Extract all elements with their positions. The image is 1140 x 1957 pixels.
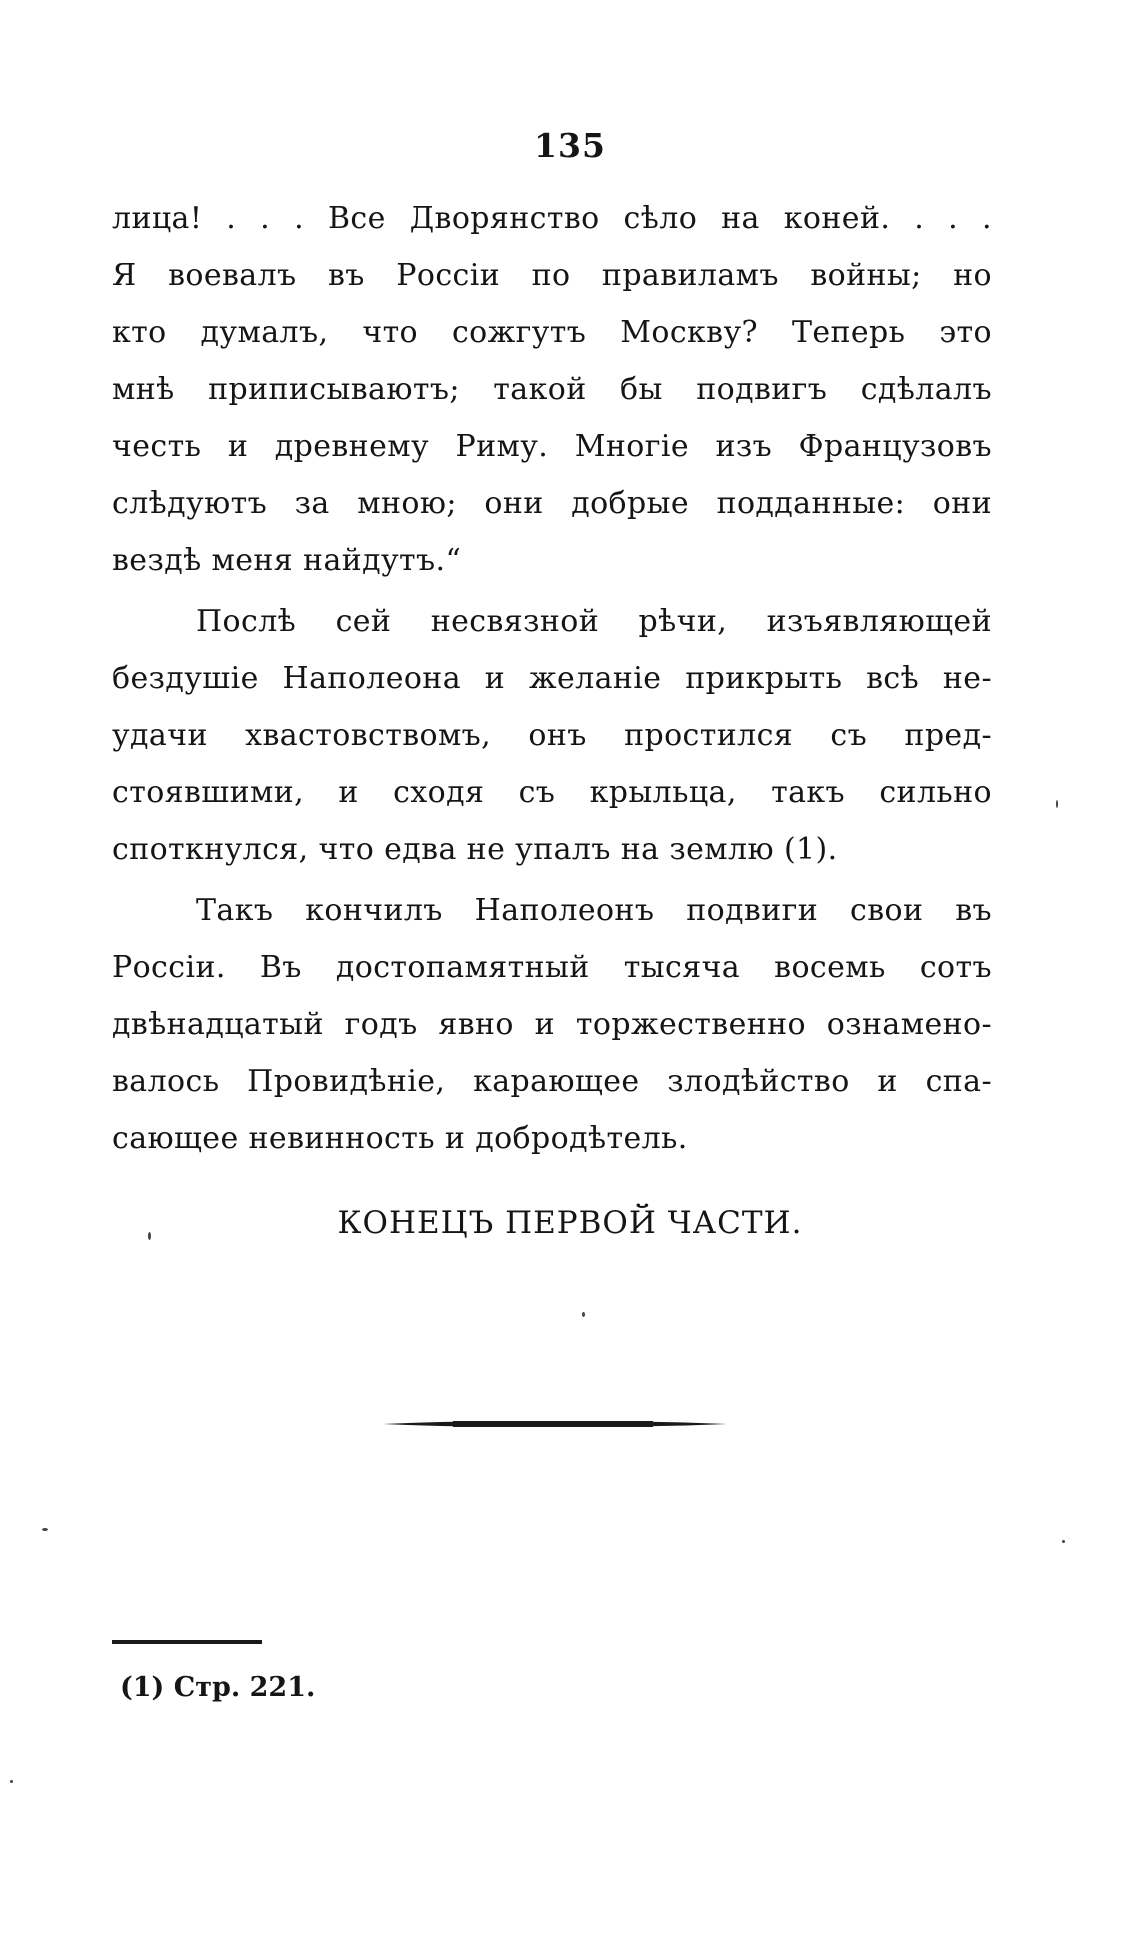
text-line: сающее невинность и добродѣтель. <box>112 1121 688 1156</box>
paragraph <box>112 190 992 589</box>
text-line: вездѣ меня найдутъ.“ <box>112 543 462 578</box>
scan-speck <box>42 1528 48 1531</box>
text-line: Я воевалъ въ Россіи по правиламъ войны; но <box>112 258 992 293</box>
paragraph <box>112 882 992 1167</box>
page-number: 135 <box>534 126 606 165</box>
text-line: стоявшими, и сходя съ крыльца, такъ сильно <box>112 775 992 810</box>
text-line: лица! . . . Все Дворянство сѣло на коней. . . . <box>112 201 992 236</box>
scan-speck <box>1056 800 1058 808</box>
text-line: Такъ кончилъ Наполеонъ подвиги свои въ <box>196 893 992 928</box>
text-line: Послѣ сей несвязной рѣчи, изъявляющей <box>196 604 992 639</box>
scan-speck <box>1062 1540 1065 1543</box>
scan-speck <box>148 1232 151 1240</box>
text-line: Россіи. Въ достопамятный тысяча восемь сотъ <box>112 950 992 985</box>
section-ending-heading: КОНЕЦЪ ПЕРВОЙ ЧАСТИ. <box>337 1205 803 1241</box>
footnote: (1) Стр. 221. <box>120 1672 316 1703</box>
scan-speck <box>582 1312 585 1317</box>
body-text <box>112 190 992 1167</box>
text-line: мнѣ приписываютъ; такой бы подвигъ сдѣлалъ <box>112 372 992 407</box>
text-line: валось Провидѣніе, карающее злодѣйство и спа- <box>112 1064 992 1099</box>
text-line: честь и древнему Риму. Многіе изъ Французовъ <box>112 429 992 464</box>
ornament-rule <box>383 1418 727 1430</box>
text-line: бездушіе Наполеона и желаніе прикрыть всѣ не- <box>112 661 992 696</box>
text-line: споткнулся, что едва не упалъ на землю (1). <box>112 832 838 867</box>
text-line: двѣнадцатый годъ явно и торжественно ознаменo- <box>112 1007 992 1042</box>
scan-speck <box>10 1780 13 1783</box>
text-line: кто думалъ, что сожгутъ Москву? Теперь это <box>112 315 992 350</box>
text-line: удачи хвастовствомъ, онъ простился съ пред- <box>112 718 992 753</box>
text-line: слѣдуютъ за мною; они добрые подданные: они <box>112 486 992 521</box>
paragraph <box>112 593 992 878</box>
footnote-rule <box>112 1640 262 1644</box>
